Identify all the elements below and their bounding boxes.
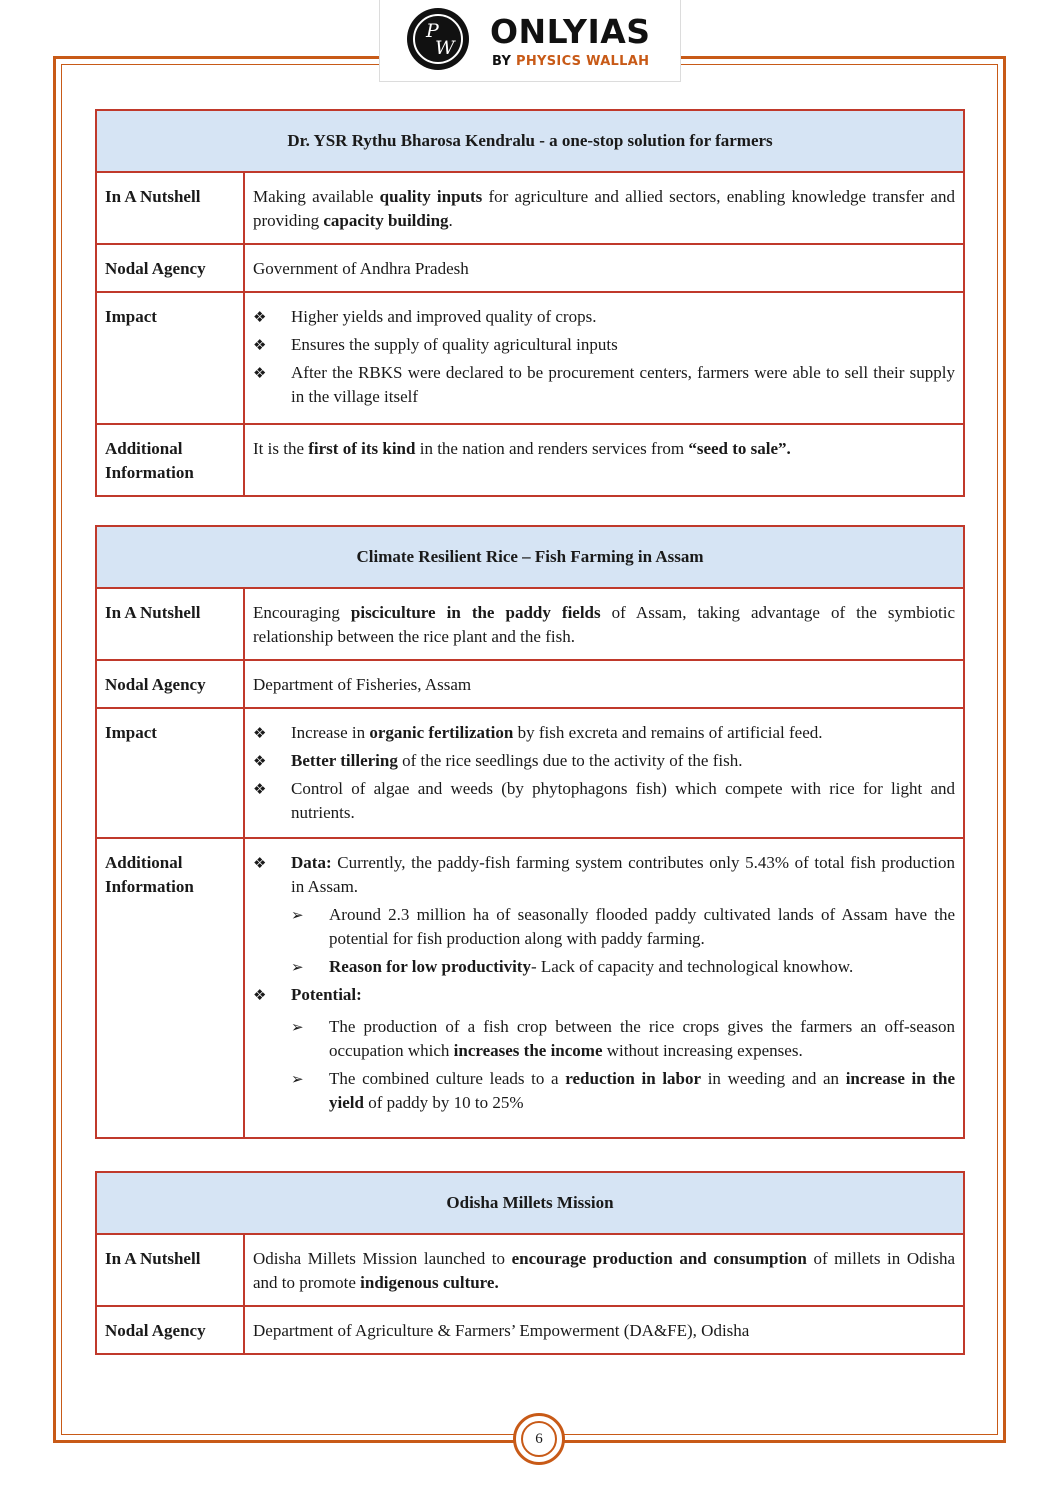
sub-list-item: ➢ The combined culture leads to a reduction in labor in weeding and an increase in the yield of paddy by 10 to 25% <box>291 1069 956 1112</box>
page-number: 6 <box>521 1421 557 1457</box>
row-label-additional: Additional Information <box>96 424 244 496</box>
row-value-nutshell: Making available quality inputs for agriculture and allied sectors, enabling knowledge transfer and providing capacity building. <box>244 172 964 244</box>
row-value-impact <box>244 708 964 838</box>
list-item: ❖ Better tillering of the rice seedlings due to the activity of the fish. <box>253 749 955 773</box>
row-label-impact: Impact <box>96 708 244 838</box>
brand-sub-name: PHYSICS WALLAH <box>516 54 650 69</box>
row-label-additional: Additional Information <box>96 838 244 1138</box>
list-item: ❖ Potential: ➢ The production of a fish crop between the rice crops gives the farmers an off-season occupation which increases the income without increasing expenses. ➢ The combined culture leads to a reduction in labor in weeding and an increase in the yield of paddy by 10 to 25% <box>253 983 955 1115</box>
sub-list-item: ➢ The production of a fish crop between the rice crops gives the farmers an off-season occupation which increases the income without increasing expenses. <box>291 1017 955 1060</box>
diamond-bullet-icon: ❖ <box>253 752 267 770</box>
row-label-nutshell: In A Nutshell <box>96 588 244 660</box>
sub-list-item: ➢ Around 2.3 million ha of seasonally flooded paddy cultivated lands of Assam have the potential for fish production along with paddy farming. <box>291 905 955 948</box>
row-label-agency: Nodal Agency <box>96 660 244 708</box>
page-number-badge <box>513 1413 565 1465</box>
brand-sub-by: BY <box>492 54 512 69</box>
brand-subtitle <box>492 54 649 69</box>
pw-logo-icon <box>407 8 469 70</box>
row-value-additional <box>244 838 964 1138</box>
header-logo <box>379 0 681 82</box>
diamond-bullet-icon: ❖ <box>253 308 267 326</box>
scheme-table-assam <box>95 525 965 1139</box>
row-value-agency: Department of Agriculture & Farmers’ Empowerment (DA&FE), Odisha <box>244 1306 964 1354</box>
row-value-agency: Department of Fisheries, Assam <box>244 660 964 708</box>
row-label-nutshell: In A Nutshell <box>96 1234 244 1306</box>
scheme-table-ysr <box>95 109 965 497</box>
arrow-bullet-icon: ➢ <box>291 1070 304 1088</box>
table-title: Climate Resilient Rice – Fish Farming in Assam <box>96 526 964 588</box>
scheme-table-odisha <box>95 1171 965 1355</box>
arrow-bullet-icon: ➢ <box>291 958 304 976</box>
list-item: ❖ After the RBKS were declared to be procurement centers, farmers were able to sell their supply in the village itself <box>253 363 955 406</box>
row-value-nutshell: Odisha Millets Mission launched to encourage production and consumption of millets in Odisha and to promote indigenous culture. <box>244 1234 964 1306</box>
diamond-bullet-icon: ❖ <box>253 724 267 742</box>
diamond-bullet-icon: ❖ <box>253 336 267 354</box>
arrow-bullet-icon: ➢ <box>291 1018 304 1036</box>
row-value-agency: Government of Andhra Pradesh <box>244 244 964 292</box>
table-title: Odisha Millets Mission <box>96 1172 964 1234</box>
arrow-bullet-icon: ➢ <box>291 906 304 924</box>
row-label-agency: Nodal Agency <box>96 1306 244 1354</box>
diamond-bullet-icon: ❖ <box>253 364 267 382</box>
sub-list-item: ➢ Reason for low productivity- Lack of capacity and technological knowhow. <box>291 955 955 979</box>
brand-name: ONLYIAS <box>490 12 651 51</box>
list-item: ❖ Data: Currently, the paddy-fish farming system contributes only 5.43% of total fish production in Assam. ➢ Around 2.3 million ha of seasonally flooded paddy cultivated lands of Assam have the potential for fish production along with paddy farming. ➢ Reason for low productivity- Lack of capacity and technological knowhow. <box>253 851 955 979</box>
diamond-bullet-icon: ❖ <box>253 780 267 798</box>
table-title: Dr. YSR Rythu Bharosa Kendralu - a one-stop solution for farmers <box>96 110 964 172</box>
diamond-bullet-icon: ❖ <box>253 986 267 1004</box>
row-value-nutshell: Encouraging pisciculture in the paddy fields of Assam, taking advantage of the symbiotic relationship between the rice plant and the fish. <box>244 588 964 660</box>
row-label-impact: Impact <box>96 292 244 424</box>
row-label-nutshell: In A Nutshell <box>96 172 244 244</box>
list-item: ❖ Ensures the supply of quality agricultural inputs <box>253 333 955 357</box>
list-item: ❖ Control of algae and weeds (by phytophagons fish) which compete with rice for light and nutrients. <box>253 779 955 822</box>
pw-logo-p: P <box>426 20 439 42</box>
row-value-impact <box>244 292 964 424</box>
pw-logo-w: W <box>435 37 455 59</box>
diamond-bullet-icon: ❖ <box>253 854 267 872</box>
list-item: ❖ Higher yields and improved quality of crops. <box>253 305 955 329</box>
row-label-agency: Nodal Agency <box>96 244 244 292</box>
list-item: ❖ Increase in organic fertilization by fish excreta and remains of artificial feed. <box>253 721 955 745</box>
row-value-additional: It is the first of its kind in the nation and renders services from “seed to sale”. <box>244 424 964 496</box>
